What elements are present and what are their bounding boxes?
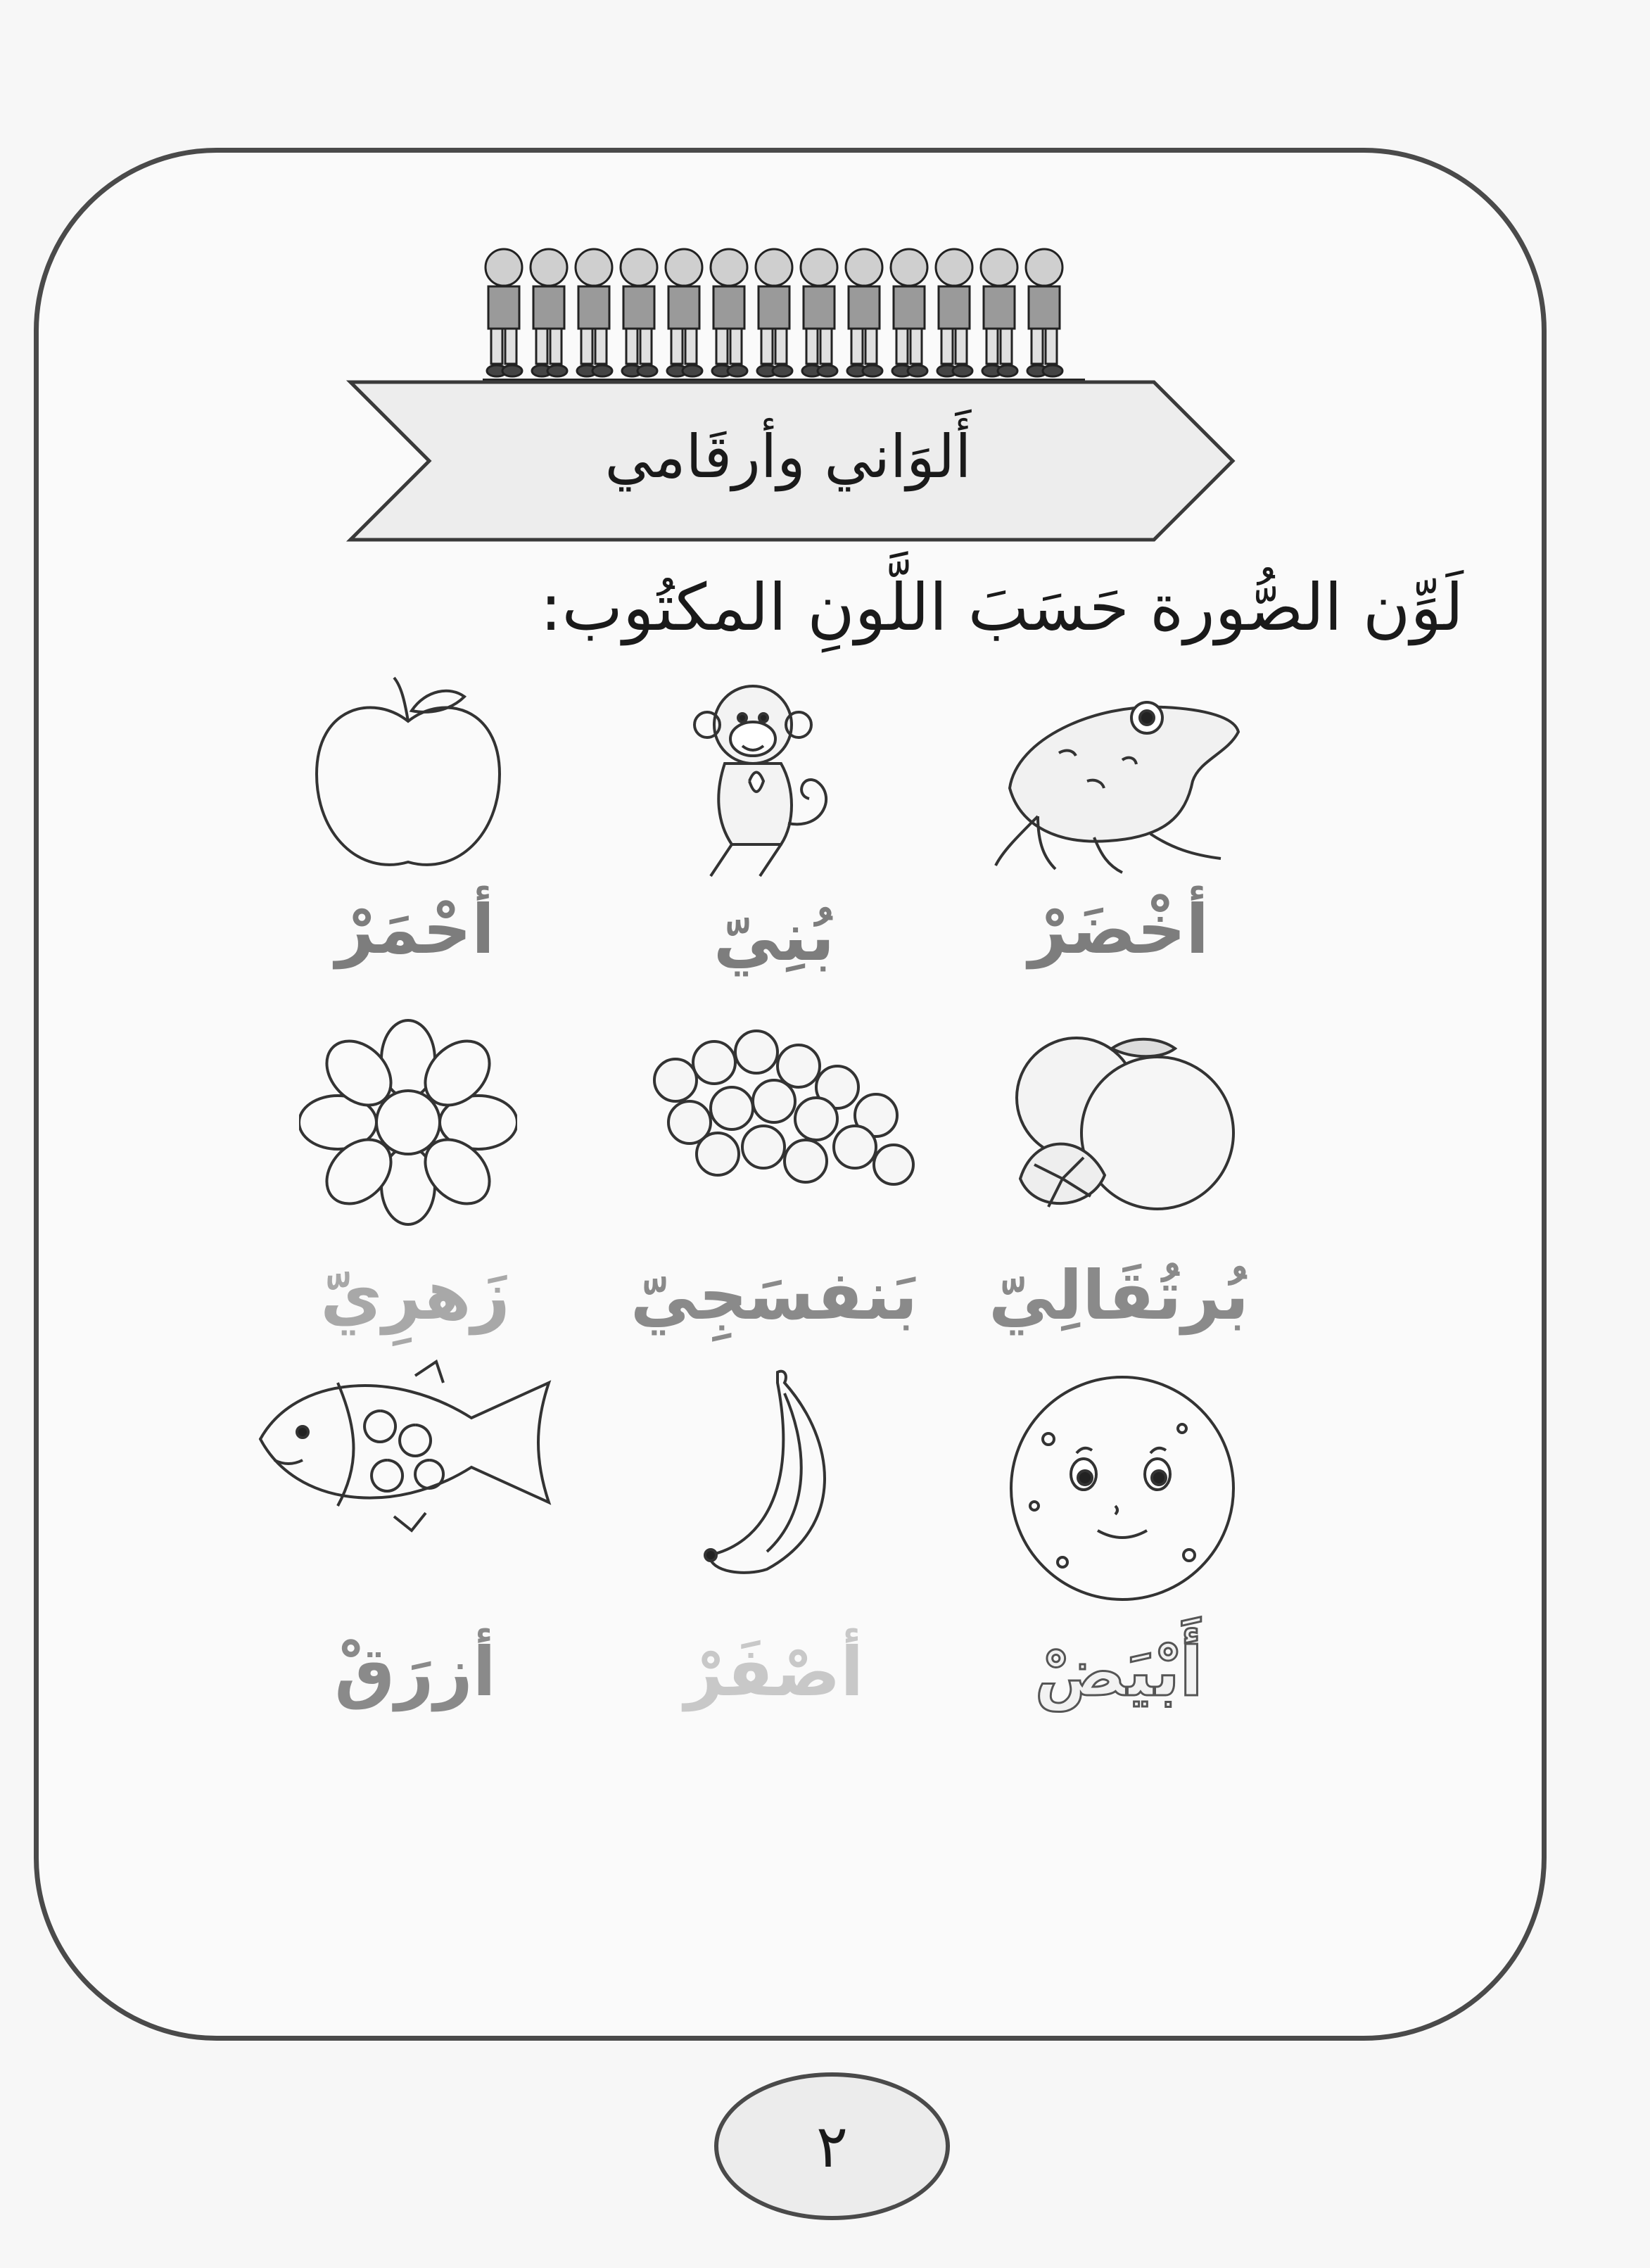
word-yellow: أصْفَرْ [684, 1633, 864, 1711]
fish-icon[interactable] [253, 1355, 563, 1538]
page-number-oval [714, 2072, 950, 2220]
orange-icon[interactable] [1006, 1027, 1238, 1224]
children-illustration [483, 236, 1085, 384]
word-red: أحْمَرْ [335, 890, 495, 969]
frog-icon[interactable] [989, 676, 1249, 880]
apple-icon[interactable] [303, 672, 514, 883]
word-green: أخْضَرْ [1028, 890, 1210, 969]
word-white: أَبْيَضْ [1034, 1633, 1203, 1711]
moon-face-icon[interactable] [1006, 1372, 1238, 1604]
word-blue: أزرَقْ [334, 1633, 496, 1711]
page-number: ٢ [816, 2112, 849, 2181]
word-purple: بَنفسَجِيّ [630, 1256, 918, 1335]
page-title: أَلوَاني وأرقَامي [604, 422, 972, 491]
monkey-icon[interactable] [675, 676, 851, 887]
flower-icon[interactable] [299, 1017, 517, 1228]
word-orange: بُرتُقَالِيّ [988, 1256, 1250, 1335]
banana-icon[interactable] [704, 1365, 851, 1576]
word-brown: بُنِيّ [713, 897, 835, 976]
grapes-icon[interactable] [633, 1024, 915, 1214]
word-pink: زَهرِيّ [320, 1256, 510, 1335]
instruction-text: لَوِّن الصُّورة حَسَبَ اللَّونِ المكتُوب: [540, 570, 1464, 645]
